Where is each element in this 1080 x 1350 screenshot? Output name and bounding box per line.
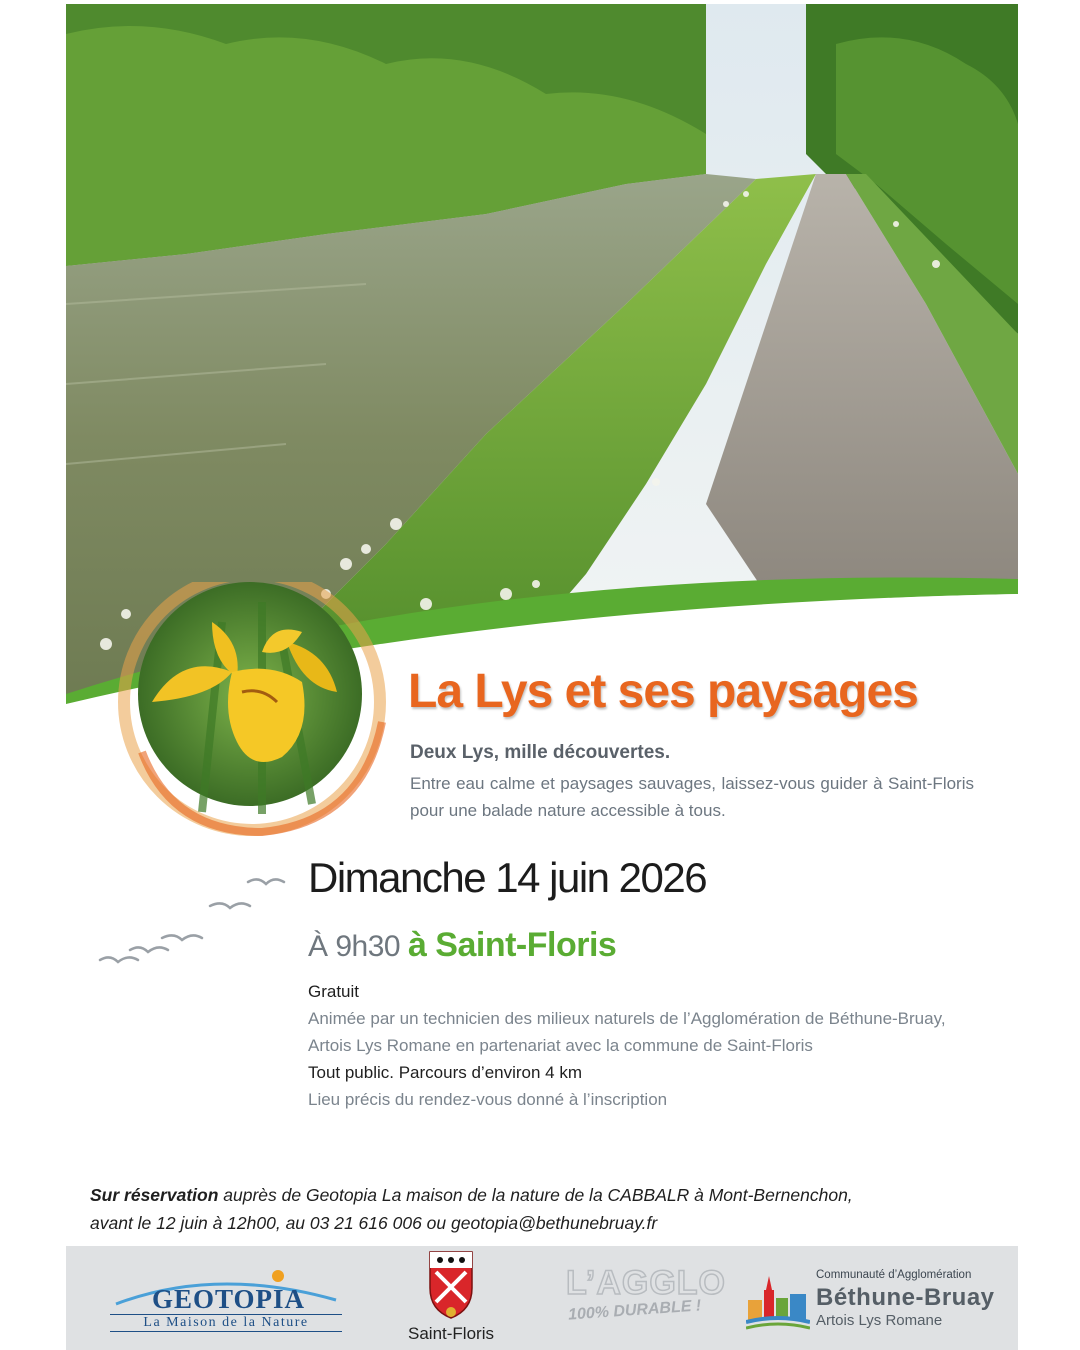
geotopia-logo (106, 1270, 346, 1336)
event-title: La Lys et ses paysages (408, 665, 918, 718)
agglo-slogan: 100% DURABLE ! (567, 1297, 702, 1324)
cabbalr-line1: Communauté d’Agglomération (816, 1269, 972, 1281)
event-time-prefix: À 9h30 (308, 930, 401, 963)
event-details (308, 978, 968, 1113)
bethune-bruay-logo (746, 1266, 1016, 1336)
town-skyline-icon (746, 1270, 810, 1330)
iris-flower-medallion (112, 582, 392, 842)
event-time (308, 926, 616, 965)
reservation-info (90, 1181, 1010, 1237)
geotopia-tagline: La Maison de la Nature (110, 1314, 342, 1332)
event-intro: Entre eau calme et paysages sauvages, laissez-vous guider à Saint-Floris pour une balade nature accessible à tous. (410, 774, 974, 820)
price-info: Gratuit (308, 982, 360, 1001)
meeting-info: Lieu précis du rendez-vous donné à l’inscription (308, 1090, 668, 1109)
geotopia-name: GEOTOPIA (152, 1284, 306, 1314)
reservation-lead: Sur réservation (90, 1185, 219, 1205)
flying-birds-icon (98, 876, 298, 966)
reservation-line2: avant le 12 juin à 12h00, au 03 21 616 006 ou geotopia@bethunebruay.fr (90, 1213, 658, 1233)
cabbalr-subname: Artois Lys Romane (816, 1312, 943, 1329)
cabbalr-name: Béthune-Bruay (816, 1284, 995, 1311)
agglo-durable-logo (556, 1264, 736, 1334)
event-subtitle: Deux Lys, mille découvertes. (410, 742, 671, 763)
event-date: Dimanche 14 juin 2026 (308, 854, 707, 901)
saint-floris-label: Saint-Floris (408, 1324, 494, 1343)
saint-floris-logo (396, 1246, 506, 1350)
audience-info: Tout public. Parcours d’environ 4 km (308, 1063, 583, 1082)
partner-logos-footer (66, 1246, 1018, 1350)
event-location: à Saint-Floris (407, 926, 617, 964)
guide-info: Animée par un technicien des milieux naturels de l’Agglomération de Béthune-Bruay, Artois Lys Romane en partenariat avec la commune de Saint-Floris (308, 1009, 946, 1055)
coat-of-arms-icon (426, 1248, 476, 1322)
reservation-line1: auprès de Geotopia La maison de la nature de la CABBALR à Mont-Bernenchon, (218, 1185, 853, 1205)
agglo-title: L’AGGLO (566, 1264, 726, 1302)
